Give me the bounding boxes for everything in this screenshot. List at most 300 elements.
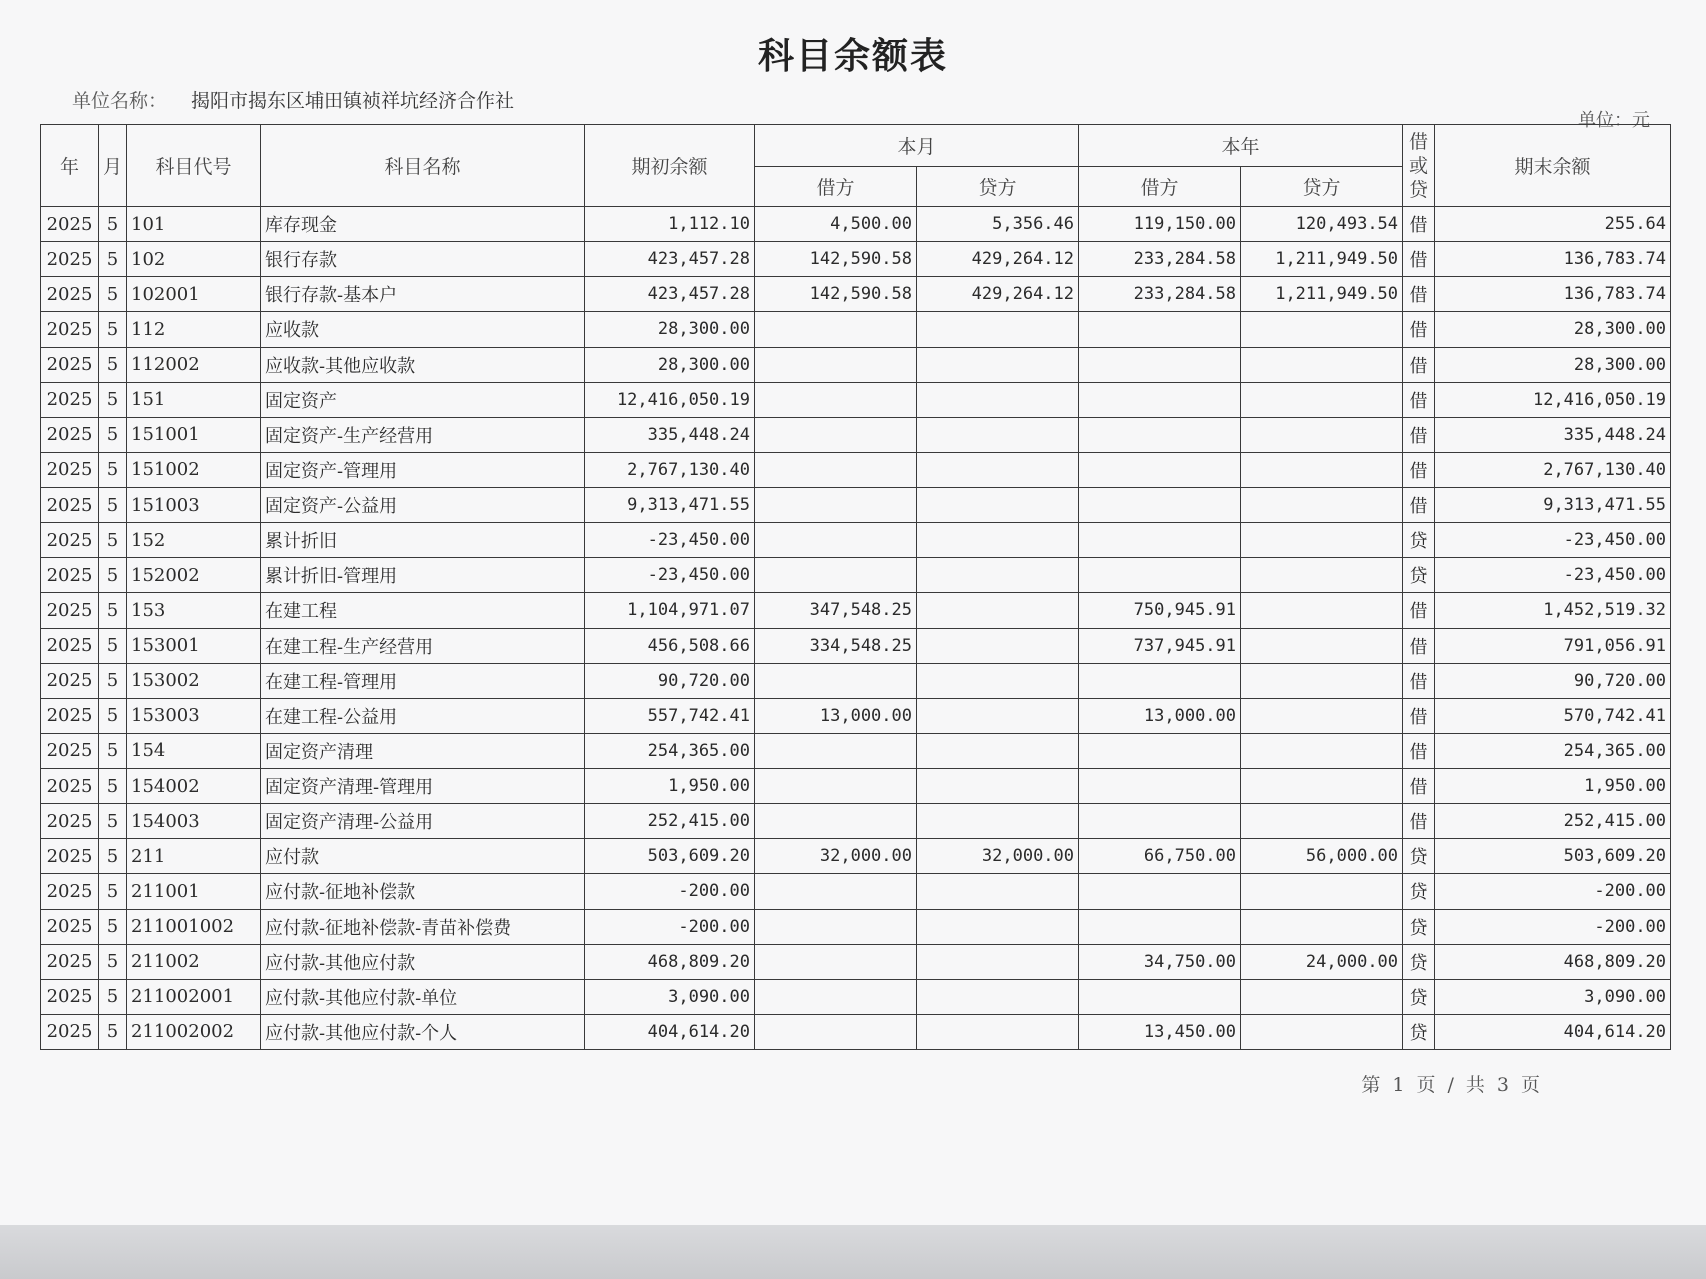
table-row (41, 663, 1671, 698)
cell-year: 2025 (41, 1014, 99, 1049)
cell-year-debit (1079, 909, 1241, 944)
cell-year-debit (1079, 979, 1241, 1014)
cell-year-credit (1241, 312, 1403, 347)
cell-account-name: 银行存款-基本户 (261, 277, 585, 312)
cell-closing-balance: -23,450.00 (1435, 523, 1671, 558)
cell-year-credit (1241, 628, 1403, 663)
cell-closing-balance: 136,783.74 (1435, 242, 1671, 277)
cell-year: 2025 (41, 417, 99, 452)
cell-closing-balance: 136,783.74 (1435, 277, 1671, 312)
cell-year: 2025 (41, 452, 99, 487)
cell-month: 5 (99, 944, 127, 979)
cell-year-debit: 233,284.58 (1079, 277, 1241, 312)
cell-account-code: 152002 (127, 558, 261, 593)
cell-closing-balance: 404,614.20 (1435, 1014, 1671, 1049)
cell-account-code: 151001 (127, 417, 261, 452)
cell-month-credit (917, 312, 1079, 347)
cell-account-code: 211002001 (127, 979, 261, 1014)
cell-account-name: 固定资产 (261, 382, 585, 417)
cell-month-debit (755, 874, 917, 909)
cell-year-credit (1241, 1014, 1403, 1049)
cell-direction: 贷 (1403, 1014, 1435, 1049)
cell-closing-balance: 252,415.00 (1435, 804, 1671, 839)
cell-account-code: 211 (127, 839, 261, 874)
cell-month: 5 (99, 593, 127, 628)
cell-year: 2025 (41, 312, 99, 347)
cell-year-debit (1079, 733, 1241, 768)
cell-account-name: 应付款-征地补偿款-青苗补偿费 (261, 909, 585, 944)
unit-name-value: 揭阳市揭东区埔田镇祯祥坑经济合作社 (191, 90, 515, 112)
cell-year-credit (1241, 663, 1403, 698)
cell-opening-balance: -23,450.00 (585, 523, 755, 558)
table-row (41, 769, 1671, 804)
cell-month-debit: 4,500.00 (755, 207, 917, 242)
cell-closing-balance: 1,950.00 (1435, 769, 1671, 804)
cell-closing-balance: 468,809.20 (1435, 944, 1671, 979)
header-this-year: 本年 (1079, 125, 1403, 167)
cell-year-debit (1079, 769, 1241, 804)
cell-account-name: 应收款-其他应收款 (261, 347, 585, 382)
cell-year: 2025 (41, 242, 99, 277)
cell-year-debit: 119,150.00 (1079, 207, 1241, 242)
cell-closing-balance: 1,452,519.32 (1435, 593, 1671, 628)
table-row (41, 417, 1671, 452)
cell-opening-balance: 1,104,971.07 (585, 593, 755, 628)
cell-account-name: 在建工程-公益用 (261, 698, 585, 733)
cell-month-debit (755, 558, 917, 593)
cell-month-debit (755, 663, 917, 698)
header-direction-line1: 借 (1409, 130, 1429, 153)
total-prefix: 共 (1465, 1074, 1485, 1096)
cell-month-debit (755, 1014, 917, 1049)
table-row (41, 523, 1671, 558)
currency-unit: 单位：元 (1578, 110, 1650, 131)
cell-opening-balance: 456,508.66 (585, 628, 755, 663)
table-header (41, 125, 1671, 207)
table-body (41, 207, 1671, 1050)
cell-month: 5 (99, 909, 127, 944)
cell-direction: 贷 (1403, 944, 1435, 979)
cell-year: 2025 (41, 663, 99, 698)
cell-month-credit (917, 909, 1079, 944)
table-row (41, 452, 1671, 487)
cell-year-credit (1241, 979, 1403, 1014)
cell-account-name: 应付款-其他应付款 (261, 944, 585, 979)
cell-month: 5 (99, 347, 127, 382)
cell-closing-balance: 791,056.91 (1435, 628, 1671, 663)
cell-account-name: 应付款-其他应付款-个人 (261, 1014, 585, 1049)
cell-opening-balance: 3,090.00 (585, 979, 755, 1014)
cell-year-debit (1079, 488, 1241, 523)
cell-account-name: 应付款 (261, 839, 585, 874)
cell-account-name: 固定资产-公益用 (261, 488, 585, 523)
cell-direction: 借 (1403, 804, 1435, 839)
cell-closing-balance: 503,609.20 (1435, 839, 1671, 874)
unit-name-line (72, 86, 514, 113)
cell-account-name: 应付款-其他应付款-单位 (261, 979, 585, 1014)
cell-month-credit: 5,356.46 (917, 207, 1079, 242)
cell-direction: 借 (1403, 207, 1435, 242)
cell-month-credit (917, 452, 1079, 487)
table-row (41, 909, 1671, 944)
balance-table (40, 124, 1671, 1050)
cell-account-code: 151002 (127, 452, 261, 487)
cell-year: 2025 (41, 628, 99, 663)
header-closing-balance: 期末余额 (1435, 125, 1671, 207)
cell-closing-balance: 28,300.00 (1435, 312, 1671, 347)
cell-month: 5 (99, 733, 127, 768)
cell-opening-balance: 2,767,130.40 (585, 452, 755, 487)
cell-month-debit (755, 452, 917, 487)
table-row (41, 558, 1671, 593)
cell-closing-balance: 2,767,130.40 (1435, 452, 1671, 487)
cell-account-code: 151003 (127, 488, 261, 523)
cell-account-name: 固定资产清理 (261, 733, 585, 768)
cell-month-credit (917, 382, 1079, 417)
cell-month-debit: 347,548.25 (755, 593, 917, 628)
cell-account-name: 固定资产清理-管理用 (261, 769, 585, 804)
header-direction-line3: 贷 (1409, 178, 1429, 201)
cell-month: 5 (99, 242, 127, 277)
table-row (41, 804, 1671, 839)
total-unit: 页 (1520, 1074, 1540, 1096)
cell-direction: 贷 (1403, 558, 1435, 593)
table-row (41, 979, 1671, 1014)
cell-year: 2025 (41, 523, 99, 558)
cell-account-code: 211002 (127, 944, 261, 979)
cell-opening-balance: -23,450.00 (585, 558, 755, 593)
cell-opening-balance: 503,609.20 (585, 839, 755, 874)
header-month: 月 (99, 125, 127, 207)
page-indicator (1355, 1070, 1546, 1097)
cell-month-credit (917, 523, 1079, 558)
cell-month-debit: 334,548.25 (755, 628, 917, 663)
cell-year-credit (1241, 523, 1403, 558)
cell-opening-balance: 468,809.20 (585, 944, 755, 979)
cell-month-credit (917, 347, 1079, 382)
table-row (41, 944, 1671, 979)
cell-account-code: 151 (127, 382, 261, 417)
table-row (41, 312, 1671, 347)
cell-year-credit: 120,493.54 (1241, 207, 1403, 242)
cell-year-debit: 34,750.00 (1079, 944, 1241, 979)
cell-year-credit: 1,211,949.50 (1241, 277, 1403, 312)
cell-account-code: 153002 (127, 663, 261, 698)
cell-year-debit: 750,945.91 (1079, 593, 1241, 628)
cell-year: 2025 (41, 277, 99, 312)
cell-year: 2025 (41, 593, 99, 628)
cell-year-credit: 24,000.00 (1241, 944, 1403, 979)
cell-year-credit (1241, 804, 1403, 839)
cell-month-credit (917, 628, 1079, 663)
cell-account-name: 固定资产-生产经营用 (261, 417, 585, 452)
cell-account-code: 211001 (127, 874, 261, 909)
cell-account-name: 应收款 (261, 312, 585, 347)
cell-direction: 贷 (1403, 979, 1435, 1014)
page-current: 1 (1392, 1074, 1405, 1096)
cell-account-name: 在建工程-生产经营用 (261, 628, 585, 663)
cell-closing-balance: 3,090.00 (1435, 979, 1671, 1014)
cell-month-credit: 429,264.12 (917, 277, 1079, 312)
table-row (41, 242, 1671, 277)
cell-year: 2025 (41, 979, 99, 1014)
cell-closing-balance: 9,313,471.55 (1435, 488, 1671, 523)
table-row (41, 1014, 1671, 1049)
cell-month: 5 (99, 628, 127, 663)
cell-month-debit (755, 733, 917, 768)
cell-opening-balance: 28,300.00 (585, 312, 755, 347)
cell-month-debit (755, 804, 917, 839)
header-this-month: 本月 (755, 125, 1079, 167)
cell-year-credit (1241, 698, 1403, 733)
cell-month-credit: 429,264.12 (917, 242, 1079, 277)
cell-account-name: 固定资产-管理用 (261, 452, 585, 487)
cell-year: 2025 (41, 207, 99, 242)
cell-year: 2025 (41, 909, 99, 944)
unit-name-label: 单位名称： (72, 90, 168, 112)
sheet-edge (0, 1225, 1706, 1279)
header-opening-balance: 期初余额 (585, 125, 755, 207)
cell-direction: 贷 (1403, 874, 1435, 909)
cell-month-debit (755, 347, 917, 382)
cell-month-debit (755, 979, 917, 1014)
cell-direction: 借 (1403, 733, 1435, 768)
cell-year-debit (1079, 452, 1241, 487)
cell-month-debit: 142,590.58 (755, 242, 917, 277)
cell-year-credit (1241, 909, 1403, 944)
cell-opening-balance: 335,448.24 (585, 417, 755, 452)
cell-opening-balance: 557,742.41 (585, 698, 755, 733)
cell-month-credit (917, 944, 1079, 979)
cell-account-code: 153 (127, 593, 261, 628)
cell-direction: 贷 (1403, 839, 1435, 874)
header-account-name: 科目名称 (261, 125, 585, 207)
table-row (41, 733, 1671, 768)
cell-closing-balance: 12,416,050.19 (1435, 382, 1671, 417)
cell-month: 5 (99, 1014, 127, 1049)
cell-direction: 借 (1403, 312, 1435, 347)
page-prefix: 第 (1361, 1074, 1381, 1096)
cell-month-credit (917, 488, 1079, 523)
cell-opening-balance: 1,112.10 (585, 207, 755, 242)
cell-direction: 借 (1403, 277, 1435, 312)
cell-year-debit (1079, 663, 1241, 698)
cell-month: 5 (99, 488, 127, 523)
cell-direction: 借 (1403, 347, 1435, 382)
cell-year-debit (1079, 417, 1241, 452)
cell-direction: 借 (1403, 382, 1435, 417)
cell-account-code: 102 (127, 242, 261, 277)
cell-month-credit (917, 733, 1079, 768)
cell-year-credit (1241, 593, 1403, 628)
cell-year-debit: 66,750.00 (1079, 839, 1241, 874)
cell-year: 2025 (41, 558, 99, 593)
cell-closing-balance: -23,450.00 (1435, 558, 1671, 593)
header-month-credit: 贷方 (917, 167, 1079, 207)
cell-opening-balance: 12,416,050.19 (585, 382, 755, 417)
cell-opening-balance: 423,457.28 (585, 277, 755, 312)
cell-account-code: 154 (127, 733, 261, 768)
cell-account-code: 112002 (127, 347, 261, 382)
cell-year: 2025 (41, 769, 99, 804)
cell-year-debit: 13,000.00 (1079, 698, 1241, 733)
cell-month-credit (917, 417, 1079, 452)
cell-month: 5 (99, 663, 127, 698)
cell-month: 5 (99, 839, 127, 874)
table-row (41, 488, 1671, 523)
cell-month: 5 (99, 698, 127, 733)
cell-month-credit (917, 769, 1079, 804)
cell-year-credit (1241, 382, 1403, 417)
cell-account-code: 153001 (127, 628, 261, 663)
cell-year: 2025 (41, 698, 99, 733)
cell-closing-balance: -200.00 (1435, 909, 1671, 944)
cell-opening-balance: 423,457.28 (585, 242, 755, 277)
table-row (41, 207, 1671, 242)
cell-account-name: 应付款-征地补偿款 (261, 874, 585, 909)
cell-month: 5 (99, 769, 127, 804)
cell-year-credit (1241, 769, 1403, 804)
header-direction-line2: 或 (1409, 154, 1429, 177)
cell-account-name: 累计折旧-管理用 (261, 558, 585, 593)
table-row (41, 277, 1671, 312)
page-separator: / (1447, 1074, 1454, 1096)
cell-year-debit (1079, 347, 1241, 382)
cell-direction: 借 (1403, 593, 1435, 628)
cell-opening-balance: -200.00 (585, 909, 755, 944)
cell-year: 2025 (41, 874, 99, 909)
cell-year: 2025 (41, 944, 99, 979)
cell-year-credit (1241, 874, 1403, 909)
table-row (41, 874, 1671, 909)
document-title: 科目余额表 (757, 35, 948, 77)
cell-month-debit: 13,000.00 (755, 698, 917, 733)
cell-month-credit (917, 663, 1079, 698)
cell-direction: 借 (1403, 663, 1435, 698)
cell-direction: 借 (1403, 769, 1435, 804)
cell-closing-balance: -200.00 (1435, 874, 1671, 909)
cell-opening-balance: 90,720.00 (585, 663, 755, 698)
cell-closing-balance: 254,365.00 (1435, 733, 1671, 768)
cell-month-debit: 142,590.58 (755, 277, 917, 312)
cell-closing-balance: 90,720.00 (1435, 663, 1671, 698)
cell-month: 5 (99, 207, 127, 242)
cell-account-code: 153003 (127, 698, 261, 733)
cell-account-code: 152 (127, 523, 261, 558)
cell-direction: 借 (1403, 488, 1435, 523)
cell-year-credit: 1,211,949.50 (1241, 242, 1403, 277)
cell-month-credit (917, 804, 1079, 839)
cell-month: 5 (99, 558, 127, 593)
cell-year-credit (1241, 417, 1403, 452)
cell-account-code: 211002002 (127, 1014, 261, 1049)
cell-month-debit (755, 909, 917, 944)
header-year-debit: 借方 (1079, 167, 1241, 207)
cell-month-debit (755, 769, 917, 804)
cell-month: 5 (99, 804, 127, 839)
cell-year-debit (1079, 804, 1241, 839)
cell-direction: 借 (1403, 698, 1435, 733)
cell-month: 5 (99, 277, 127, 312)
cell-month-debit: 32,000.00 (755, 839, 917, 874)
cell-year-debit: 737,945.91 (1079, 628, 1241, 663)
cell-year-debit (1079, 382, 1241, 417)
cell-month-credit (917, 1014, 1079, 1049)
cell-month: 5 (99, 382, 127, 417)
header-year-credit: 贷方 (1241, 167, 1403, 207)
cell-month-credit (917, 874, 1079, 909)
cell-year-debit (1079, 312, 1241, 347)
cell-account-name: 在建工程 (261, 593, 585, 628)
cell-opening-balance: 28,300.00 (585, 347, 755, 382)
cell-month-debit (755, 488, 917, 523)
cell-opening-balance: 1,950.00 (585, 769, 755, 804)
cell-account-code: 102001 (127, 277, 261, 312)
cell-closing-balance: 570,742.41 (1435, 698, 1671, 733)
cell-year: 2025 (41, 347, 99, 382)
cell-year-debit (1079, 874, 1241, 909)
cell-account-name: 固定资产清理-公益用 (261, 804, 585, 839)
cell-month: 5 (99, 979, 127, 1014)
cell-opening-balance: 252,415.00 (585, 804, 755, 839)
cell-direction: 借 (1403, 417, 1435, 452)
cell-year-debit: 233,284.58 (1079, 242, 1241, 277)
cell-year-credit (1241, 733, 1403, 768)
cell-direction: 贷 (1403, 909, 1435, 944)
cell-account-name: 累计折旧 (261, 523, 585, 558)
cell-opening-balance: 9,313,471.55 (585, 488, 755, 523)
cell-account-code: 112 (127, 312, 261, 347)
cell-direction: 贷 (1403, 523, 1435, 558)
cell-closing-balance: 255.64 (1435, 207, 1671, 242)
table-row (41, 347, 1671, 382)
cell-account-code: 211001002 (127, 909, 261, 944)
cell-year: 2025 (41, 804, 99, 839)
cell-year-debit (1079, 523, 1241, 558)
cell-month: 5 (99, 523, 127, 558)
cell-opening-balance: 404,614.20 (585, 1014, 755, 1049)
cell-opening-balance: -200.00 (585, 874, 755, 909)
cell-account-name: 银行存款 (261, 242, 585, 277)
cell-year-credit (1241, 558, 1403, 593)
cell-account-name: 在建工程-管理用 (261, 663, 585, 698)
cell-year-debit (1079, 558, 1241, 593)
cell-opening-balance: 254,365.00 (585, 733, 755, 768)
cell-year: 2025 (41, 488, 99, 523)
table-row (41, 839, 1671, 874)
cell-year-credit (1241, 452, 1403, 487)
table-row (41, 593, 1671, 628)
cell-month: 5 (99, 874, 127, 909)
cell-month-credit (917, 558, 1079, 593)
cell-account-code: 154002 (127, 769, 261, 804)
cell-month-credit (917, 593, 1079, 628)
cell-year-credit (1241, 347, 1403, 382)
cell-year-credit (1241, 488, 1403, 523)
cell-account-code: 101 (127, 207, 261, 242)
cell-month-credit: 32,000.00 (917, 839, 1079, 874)
cell-month: 5 (99, 417, 127, 452)
cell-month-debit (755, 382, 917, 417)
cell-direction: 借 (1403, 242, 1435, 277)
table-row (41, 628, 1671, 663)
cell-year: 2025 (41, 839, 99, 874)
cell-month-debit (755, 523, 917, 558)
cell-direction: 借 (1403, 452, 1435, 487)
cell-month-credit (917, 979, 1079, 1014)
cell-month: 5 (99, 312, 127, 347)
cell-year-debit: 13,450.00 (1079, 1014, 1241, 1049)
